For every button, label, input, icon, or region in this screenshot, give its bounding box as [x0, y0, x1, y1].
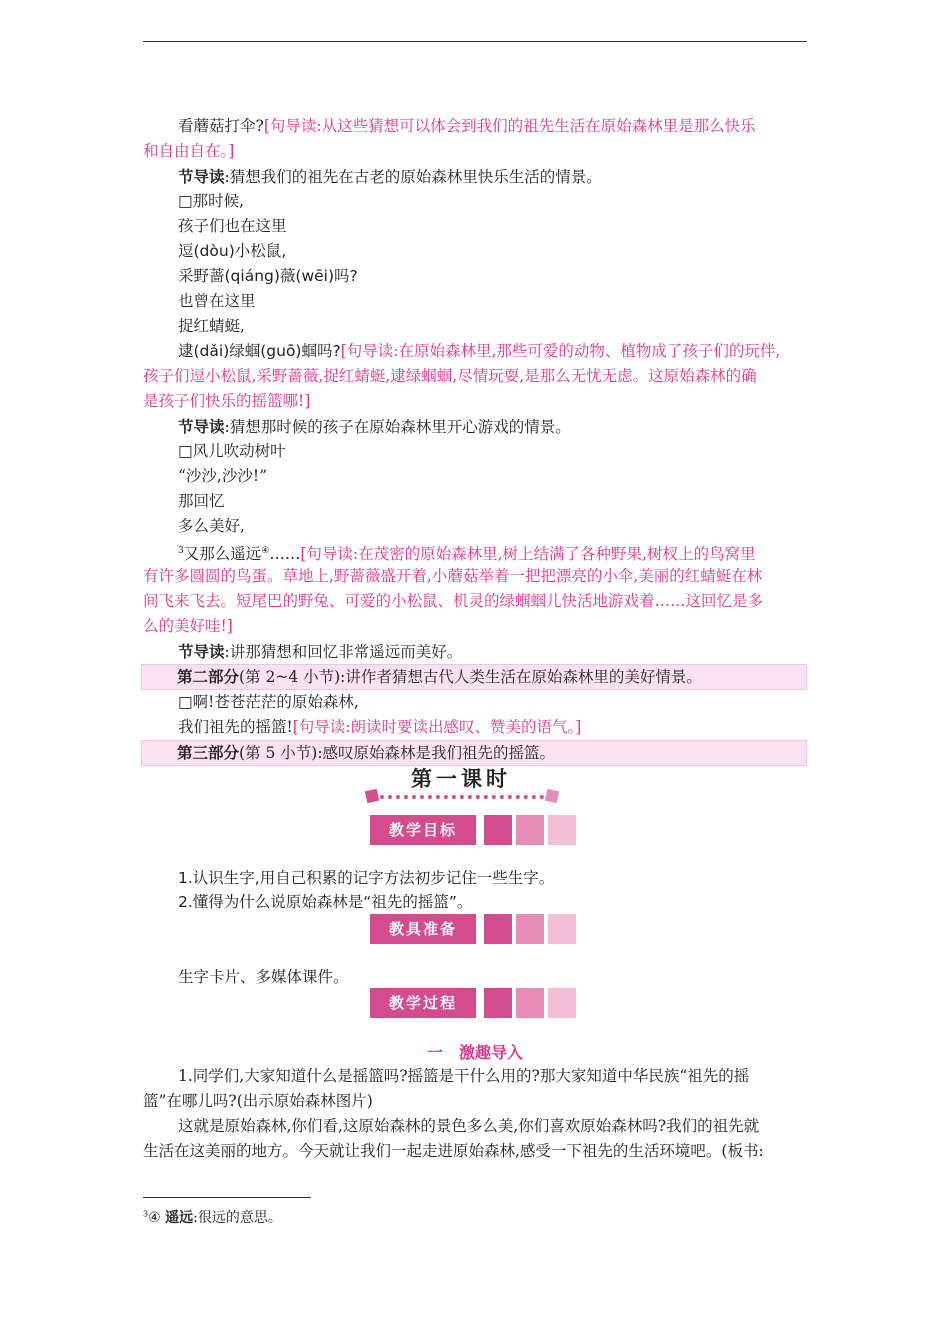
- poem-line: 也曾在这里: [178, 292, 256, 310]
- decor-square: [548, 988, 576, 1018]
- footnote-term: 遥远: [165, 1210, 194, 1226]
- text-line: [143, 139, 807, 164]
- poem-line: 多么美好,: [178, 517, 245, 535]
- decor-square: [516, 988, 544, 1018]
- sentence-guide: [句导读:在原始森林里,那些可爱的动物、植物成了孩子们的玩伴,: [340, 342, 781, 360]
- poem-line: 那回忆: [178, 492, 225, 510]
- sentence-guide: [句导读:朗读时要读出感叹、赞美的语气。]: [292, 718, 582, 736]
- poem-line: 孩子们也在这里: [178, 217, 287, 235]
- sentence-guide: [句导读:在茂密的原始森林里,树上结满了各种野果,树杈上的鸟窝里: [300, 545, 756, 564]
- badge-teaching-goals: [370, 815, 580, 845]
- poem-text: 啊!苍苍茫茫的原始森林,: [192, 693, 359, 711]
- goal-item: 1.认识生字,用自己积累的记字方法初步记住一些生字。: [178, 869, 555, 887]
- text-line: [143, 715, 807, 740]
- footnote-ref: ④: [261, 546, 270, 556]
- decor-square: [484, 988, 512, 1018]
- decor-square: [516, 815, 544, 845]
- poem-line: “沙沙,沙沙!”: [178, 467, 268, 485]
- decor-square: [516, 914, 544, 944]
- sentence-guide: 和自由自在。]: [143, 142, 235, 160]
- section-guide-line: [143, 414, 807, 439]
- text-line: 孩子们逗小松鼠,采野蔷薇,捉红蜻蜓,逮绿蝈蝈,尽情玩耍,是那么无忧无虑。这原始森林的确: [143, 367, 757, 385]
- footnote-mark: ④: [148, 1210, 161, 1226]
- section-guide-text: :讲那猜想和回忆非常遥远而美好。: [224, 643, 463, 661]
- text-line: 么的美好哇!]: [143, 617, 233, 635]
- text-line: 是孩子们快乐的摇篮哪!]: [143, 392, 311, 410]
- tools-text: 生字卡片、多媒体课件。: [178, 968, 349, 986]
- text-line: [143, 539, 807, 564]
- main-text: [143, 114, 807, 766]
- decor-dotted-bar: [372, 795, 552, 799]
- badge-label: 教学过程: [370, 988, 476, 1018]
- part-label: 第三部分: [177, 743, 240, 762]
- poem-text: 又那么遥远: [183, 545, 262, 564]
- badge-label: 教具准备: [370, 914, 476, 944]
- section-guide-label: 节导读: [178, 642, 225, 661]
- footnote-text: :很远的意思。: [193, 1210, 282, 1226]
- poem-text: 逮(dǎi)绿蝈(guō)蝈吗?: [178, 342, 341, 360]
- header-rule: [143, 41, 807, 42]
- footnote: [143, 1207, 282, 1227]
- decor-square: [548, 914, 576, 944]
- poem-line: □风儿吹动树叶: [178, 442, 286, 460]
- footnote-rule: [143, 1197, 311, 1198]
- text-line: 有许多圆圆的鸟蛋。草地上,野蔷薇盛开着,小蘑菇举着一把把漂亮的小伞,美丽的红蜻蜓在林: [143, 567, 763, 585]
- poem-text: 看蘑菇打伞?: [178, 117, 264, 135]
- section-number: 一: [426, 1043, 443, 1062]
- badge-label: 教学目标: [370, 815, 476, 845]
- section-title: 激趣导入: [459, 1043, 524, 1062]
- line-number: 3: [143, 1209, 149, 1219]
- decor-square: [484, 914, 512, 944]
- section-guide-text: :猜想那时候的孩子在原始森林里开心游戏的情景。: [224, 418, 571, 436]
- section-guide-line: [143, 639, 807, 664]
- section-heading: [143, 1040, 807, 1063]
- goal-item: 2.懂得为什么说原始森林是“祖先的摇篮”。: [178, 893, 473, 911]
- poem-text: 风儿吹动树叶: [192, 442, 286, 460]
- decor-square: [545, 789, 559, 803]
- poem-line: □啊!苍苍茫茫的原始森林,: [178, 693, 359, 711]
- part-text: (第 2~4 小节):讲作者猜想古代人类生活在原始森林里的美好情景。: [239, 668, 702, 686]
- poem-text: 我们祖先的摇篮!: [178, 718, 293, 736]
- text-line: 间飞来飞去。短尾巴的野兔、可爱的小松鼠、机灵的绿蝈蝈儿快活地游戏着……这回忆是多: [143, 592, 764, 610]
- body-text: [143, 1064, 807, 1164]
- badge-teaching-process: [370, 988, 580, 1018]
- poem-line: 捉红蜻蜓,: [178, 317, 245, 335]
- poem-text: ……: [269, 545, 301, 564]
- paragraph-line: 生活在这美丽的地方。今天就让我们一起走进原始森林,感受一下祖先的生活环境吧。(板书:: [143, 1142, 764, 1160]
- section-guide-label: 节导读: [178, 167, 225, 186]
- text-line: [143, 339, 807, 364]
- poem-text: 那时候,: [192, 192, 245, 210]
- paragraph-line: 篮”在哪儿吗?(出示原始森林图片): [143, 1092, 373, 1110]
- poem-line: 逗(dòu)小松鼠,: [178, 242, 287, 260]
- decor-square: [484, 815, 512, 845]
- lesson-heading: [366, 763, 586, 807]
- poem-line: □那时候,: [178, 192, 245, 210]
- poem-line: 采野蔷(qiáng)薇(wēi)吗?: [178, 267, 358, 285]
- badge-teaching-tools: [370, 914, 580, 944]
- section-guide-line: [143, 164, 807, 189]
- line-number: 3: [178, 546, 184, 556]
- part-label: 第二部分: [177, 667, 240, 686]
- paragraph-line: 1.同学们,大家知道什么是摇篮吗?摇篮是干什么用的?那大家知道中华民族“祖先的摇: [178, 1067, 750, 1085]
- part-summary: [141, 664, 807, 690]
- sentence-guide: [句导读:从这些猜想可以体会到我们的祖先生活在原始森林里是那么快乐: [263, 117, 756, 135]
- section-guide-label: 节导读: [178, 417, 225, 436]
- lesson-title: 第一课时: [411, 767, 511, 791]
- section-guide-text: :猜想我们的祖先在古老的原始森林里快乐生活的情景。: [224, 168, 602, 186]
- paragraph-line: 这就是原始森林,你们看,这原始森林的景色多么美,你们喜欢原始森林吗?我们的祖先就: [178, 1117, 760, 1135]
- part-text: (第 5 小节):感叹原始森林是我们祖先的摇篮。: [239, 744, 556, 762]
- decor-square: [548, 815, 576, 845]
- text-line: [143, 114, 807, 139]
